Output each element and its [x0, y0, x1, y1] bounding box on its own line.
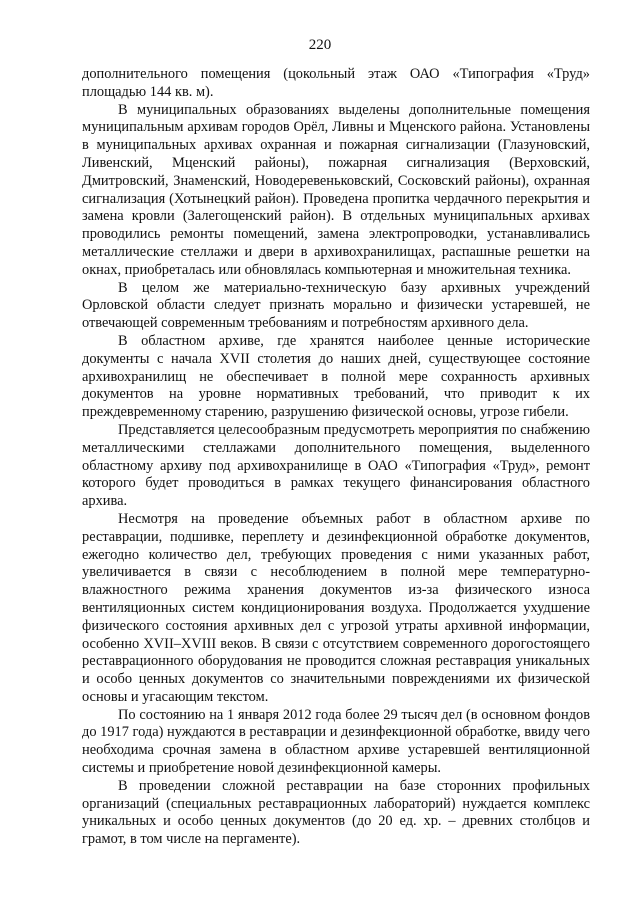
document-body	[82, 66, 590, 849]
paragraph: В проведении сложной реставрации на базе сторонних профильных организаций (специальных реставрационных лабораторий) нуждается комплекс уникальных и особо ценных документов (до 20 ед. хр. – древних столбцов и грамот, в том числе на пергаменте).	[82, 777, 590, 848]
paragraph: Несмотря на проведение объемных работ в областном архиве по реставрации, подшивке, переплету и дезинфекционной обработке документов, ежегодно количество дел, требующих проведения с ними указанных работ, увеличивается в связи с несоблюдением в полной мере температурно-влажностного режима хранения документов из-за физического износа вентиляционных систем кондиционирования воздуха. Продолжается ухудшение физического состояния архивных дел с угрозой утраты архивной информации, особенно XVII–XVIII веков. В связи с отсутствием современного дорогостоящего реставрационного оборудования не проводится сложная реставрация уникальных и особо ценных документов со значительными повреждениями их физической основы и угасающим текстом.	[82, 510, 590, 705]
paragraph: В областном архиве, где хранятся наиболее ценные исторические документы с начала XVII столетия до наших дней, существующее состояние архивохранилищ не обеспечивает в полной мере сохранность архивных документов на уровне нормативных требований, что приводит к их преждевременному старению, разрушению физической основы, угрозе гибели.	[82, 332, 590, 421]
paragraph: В муниципальных образованиях выделены дополнительные помещения муниципальным архивам городов Орёл, Ливны и Мценского района. Установлены в муниципальных архивах охранная и пожарная сигнализации (Глазуновский, Ливенский, Мценский районы), пожарная сигнализация (Верховский, Дмитровский, Знаменский, Новодеревеньковский, Сосковский районы), охранная сигнализация (Хотынецкий район). Проведена пропитка чердачного перекрытия и замена кровли (Залегощенский район). В отдельных муниципальных архивах проводились ремонты помещений, замена электропроводки, устанавливались металлические стеллажи и двери в архивохранилищах, распашные решетки на окнах, приобреталась или обновлялась компьютерная и множительная техника.	[82, 101, 590, 278]
paragraph: В целом же материально-техническую базу архивных учреждений Орловской области следует признать морально и физически устаревшей, не отвечающей современным требованиям и потребностям архивного дела.	[82, 279, 590, 332]
page-number: 220	[308, 37, 332, 53]
paragraph-continuation: дополнительного помещения (цокольный этаж ОАО «Типография «Труд» площадью 144 кв. м).	[82, 66, 590, 100]
paragraph: По состоянию на 1 января 2012 года более 29 тысяч дел (в основном фондов до 1917 года) нуждаются в реставрации и дезинфекционной обработке, ввиду чего необходима срочная замена в областном архиве устаревшей вентиляционной системы и приобретение новой дезинфекционной камеры.	[82, 706, 590, 777]
paragraph: Представляется целесообразным предусмотреть мероприятия по снабжению металлическими стеллажами дополнительного помещения, выделенного областному архиву под архивохранилище в ОАО «Типография «Труд», ремонт которого будет проводиться в рамках текущего финансирования областного архива.	[82, 421, 590, 510]
